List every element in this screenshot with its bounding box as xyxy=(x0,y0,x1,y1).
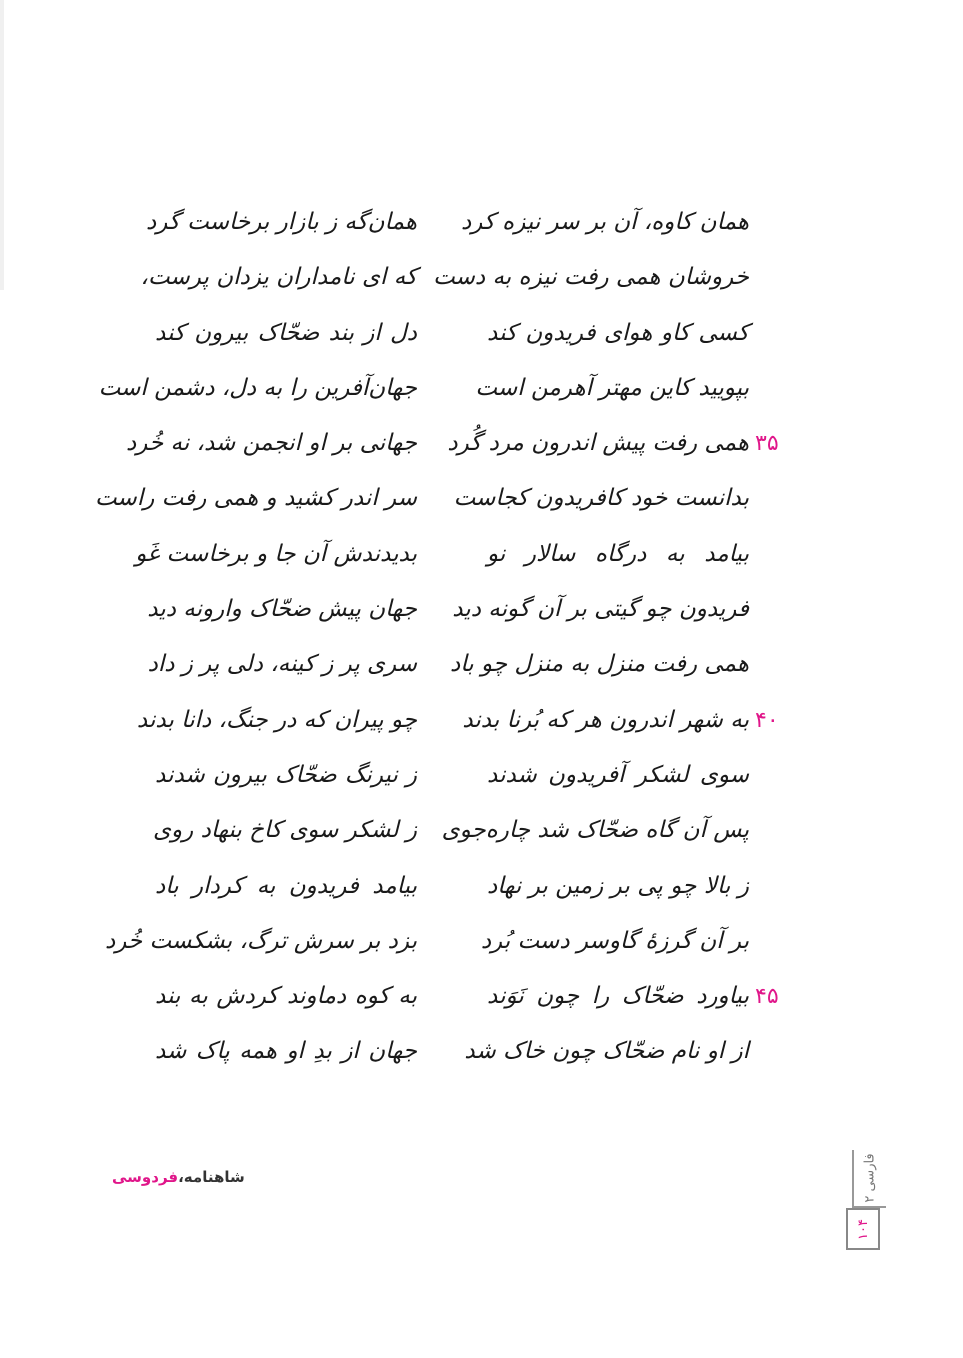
book-label xyxy=(852,1150,886,1208)
verse-right-hemistich: سوی لشکر آفریدون شدند xyxy=(487,761,749,788)
verse-left-hemistich: به کوه دماوند کردش به بند xyxy=(155,983,417,1010)
verse-number xyxy=(755,914,791,969)
source-work: شاهنامه، xyxy=(178,1168,245,1186)
verse-row xyxy=(155,1024,755,1079)
verse-left-hemistich: سری پر ز کینه، دلی پر ز داد xyxy=(147,651,417,678)
verse-right-hemistich: بیاورد ضحّاک را چون نَوَند xyxy=(487,983,749,1010)
verse-row xyxy=(98,361,755,416)
verse-number: ۴۵ xyxy=(755,984,779,1010)
poem-body xyxy=(94,195,779,1135)
verse-right-hemistich: همان کاوه، آن بر سر نیزه کرد xyxy=(460,209,749,235)
verse-left-hemistich: جهانی بر او انجمن شد، نه خُرد xyxy=(126,430,417,457)
verse-right-hemistich: ز بالا چو پی بر زمین بر نهاد xyxy=(487,872,749,899)
verse-left-hemistich: ز لشکر سوی کاخ بنهاد روی xyxy=(153,817,417,844)
verse-row xyxy=(155,306,755,361)
verse-right-hemistich: بدانست خود کافریدون کجاست xyxy=(453,485,749,512)
verse-right-hemistich: کسی کاو هوای فریدون کند xyxy=(487,319,749,346)
verse-number xyxy=(755,306,791,361)
verse-left-hemistich: ز نیرنگ ضحّاک بیرون شدند xyxy=(155,761,417,788)
verse-row xyxy=(155,803,755,858)
verse-left-hemistich: بدیدندش آن جا و برخاست غَو xyxy=(135,540,417,567)
verse-row xyxy=(155,969,779,1024)
verse-row xyxy=(136,693,779,748)
verse-number xyxy=(755,859,791,914)
verse-number xyxy=(755,527,791,582)
verse-number xyxy=(755,361,791,416)
verse-left-hemistich: چو پیران که در جنگ، دانا بدند xyxy=(136,706,417,733)
verse-row xyxy=(126,416,779,471)
verse-right-hemistich: همی رفت منزل به منزل چو باد xyxy=(450,651,749,678)
page-edge-line xyxy=(0,0,4,290)
verse-right-hemistich: همی رفت پیش اندرون مرد گُرد xyxy=(447,430,749,457)
verse-number: ۴۰ xyxy=(755,707,779,733)
page-number-box xyxy=(846,1208,880,1250)
verse-left-hemistich: جهان از بدِ او همه پاک شد xyxy=(155,1038,417,1065)
verse-number xyxy=(755,582,791,637)
verse-row xyxy=(135,527,755,582)
verse-left-hemistich: جهان‌آفرین را به دل، دشمن است xyxy=(98,374,417,401)
verse-number xyxy=(755,748,791,803)
verse-left-hemistich: دل از بند ضحّاک بیرون کند xyxy=(155,319,417,346)
verse-left-hemistich: جهان پیش ضحّاک وارونه دید xyxy=(147,596,417,623)
verse-row xyxy=(140,250,755,305)
verse-right-hemistich: بپویید کاین مهتر آهرمن است xyxy=(475,374,749,401)
verse-number xyxy=(755,195,791,250)
page-number: ۱۰۴ xyxy=(855,1218,871,1240)
verse-number xyxy=(755,637,791,692)
verse-number xyxy=(755,471,791,526)
source-citation xyxy=(112,1168,252,1186)
source-author: فردوسی xyxy=(112,1168,179,1186)
verse-right-hemistich: پس آن گاه ضحّاک شد چاره‌جوی xyxy=(441,817,749,844)
verse-right-hemistich: از او نام ضحّاک چون خاک شد xyxy=(464,1038,749,1065)
verse-number: ۳۵ xyxy=(755,431,779,457)
verse-right-hemistich: فریدون چو گیتی بر آن گونه دید xyxy=(452,596,749,623)
verse-row xyxy=(105,914,755,969)
verse-right-hemistich: بر آن گرزهٔ گاوسر دست بُرد xyxy=(480,927,749,954)
verse-left-hemistich: همان‌گه ز بازار برخاست گرد xyxy=(145,209,417,235)
verse-row xyxy=(147,637,755,692)
verse-right-hemistich: به شهر اندرون هر که بُرنا بدند xyxy=(462,706,749,733)
verse-left-hemistich: بزد بر سرش ترگ، بشکست خُرد xyxy=(105,927,417,954)
verse-left-hemistich: که ای نامداران یزدان پرست، xyxy=(140,264,417,291)
verse-right-hemistich: بیامد به درگاه سالار نو xyxy=(487,540,749,567)
book-label-text: فارسی ۲ xyxy=(862,1153,878,1203)
verse-number xyxy=(755,803,791,858)
verse-left-hemistich: سر اندر کشید و همی رفت راست xyxy=(94,485,417,512)
verse-row xyxy=(155,748,755,803)
verse-right-hemistich: خروشان همی رفت نیزه به دست xyxy=(433,264,749,291)
verse-row xyxy=(147,582,755,637)
verse-number xyxy=(755,250,791,305)
verse-left-hemistich: بیامد فریدون به کردار باد xyxy=(155,872,417,899)
verse-row xyxy=(94,471,755,526)
verse-row xyxy=(155,859,755,914)
verse-number xyxy=(755,1024,791,1079)
verse-row xyxy=(145,195,755,250)
